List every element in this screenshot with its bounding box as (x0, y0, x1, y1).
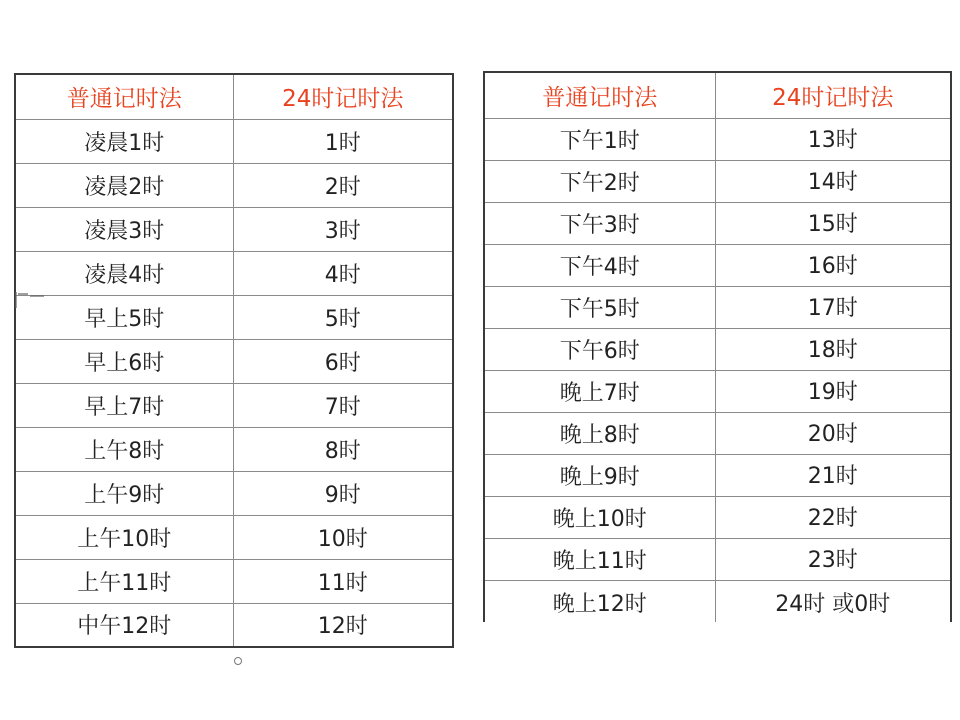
common-time-cell: 晚上12时 (484, 580, 715, 622)
table-row (15, 163, 453, 207)
24h-time-cell: 15时 (715, 202, 951, 244)
24h-time-cell: 6时 (233, 339, 453, 383)
24h-time-cell: 7时 (233, 383, 453, 427)
table-row (484, 370, 951, 412)
table-row (15, 207, 453, 251)
table-row (15, 603, 453, 647)
table-row (484, 496, 951, 538)
common-time-cell: 凌晨3时 (15, 207, 233, 251)
24h-time-cell: 3时 (233, 207, 453, 251)
24h-time-cell: 4时 (233, 251, 453, 295)
common-time-cell: 下午4时 (484, 244, 715, 286)
24h-time-cell: 23时 (715, 538, 951, 580)
24h-time-cell: 10时 (233, 515, 453, 559)
table-row (484, 580, 951, 622)
common-time-cell: 下午2时 (484, 160, 715, 202)
common-time-cell: 下午6时 (484, 328, 715, 370)
table-row (15, 471, 453, 515)
table-row (15, 383, 453, 427)
table-row (15, 427, 453, 471)
table-row (484, 412, 951, 454)
stray-dot (234, 657, 242, 665)
24h-time-cell: 9时 (233, 471, 453, 515)
left-time-table (14, 73, 454, 648)
24h-time-cell: 19时 (715, 370, 951, 412)
common-time-cell: 凌晨1时 (15, 119, 233, 163)
common-time-cell: 晚上7时 (484, 370, 715, 412)
common-time-cell: 早上6时 (15, 339, 233, 383)
common-time-cell: 上午9时 (15, 471, 233, 515)
24h-time-cell: 17时 (715, 286, 951, 328)
table-row (15, 119, 453, 163)
right-time-table (483, 71, 952, 622)
24h-time-cell: 12时 (233, 603, 453, 647)
table-row (484, 118, 951, 160)
table-row (484, 286, 951, 328)
table-row (15, 339, 453, 383)
24h-time-cell: 21时 (715, 454, 951, 496)
common-time-cell: 晚上8时 (484, 412, 715, 454)
24h-time-cell: 8时 (233, 427, 453, 471)
common-time-cell: 早上5时 (15, 295, 233, 339)
stray-mark (14, 288, 46, 310)
24h-time-cell: 1时 (233, 119, 453, 163)
common-time-cell: 晚上11时 (484, 538, 715, 580)
24h-time-cell: 5时 (233, 295, 453, 339)
24h-time-cell: 24时 或0时 (715, 580, 951, 622)
table-row (15, 559, 453, 603)
common-time-cell: 下午5时 (484, 286, 715, 328)
24h-time-cell: 16时 (715, 244, 951, 286)
common-time-cell: 凌晨2时 (15, 163, 233, 207)
table-row (484, 454, 951, 496)
24h-time-cell: 2时 (233, 163, 453, 207)
24h-time-cell: 18时 (715, 328, 951, 370)
table-row (484, 538, 951, 580)
table-row (484, 244, 951, 286)
table-row (15, 515, 453, 559)
header-24h-time: 24时记时法 (233, 74, 453, 119)
header-common-time: 普通记时法 (484, 72, 715, 118)
24h-time-cell: 13时 (715, 118, 951, 160)
common-time-cell: 晚上9时 (484, 454, 715, 496)
common-time-cell: 晚上10时 (484, 496, 715, 538)
24h-time-cell: 11时 (233, 559, 453, 603)
common-time-cell: 下午3时 (484, 202, 715, 244)
table-row (15, 295, 453, 339)
table-row (484, 160, 951, 202)
header-common-time: 普通记时法 (15, 74, 233, 119)
common-time-cell: 中午12时 (15, 603, 233, 647)
24h-time-cell: 14时 (715, 160, 951, 202)
24h-time-cell: 20时 (715, 412, 951, 454)
common-time-cell: 早上7时 (15, 383, 233, 427)
table-row (15, 251, 453, 295)
table-row (484, 202, 951, 244)
common-time-cell: 上午10时 (15, 515, 233, 559)
common-time-cell: 下午1时 (484, 118, 715, 160)
table-row (484, 328, 951, 370)
header-24h-time: 24时记时法 (715, 72, 951, 118)
common-time-cell: 凌晨4时 (15, 251, 233, 295)
left-header-row (15, 74, 453, 119)
24h-time-cell: 22时 (715, 496, 951, 538)
common-time-cell: 上午8时 (15, 427, 233, 471)
right-header-row (484, 72, 951, 118)
common-time-cell: 上午11时 (15, 559, 233, 603)
